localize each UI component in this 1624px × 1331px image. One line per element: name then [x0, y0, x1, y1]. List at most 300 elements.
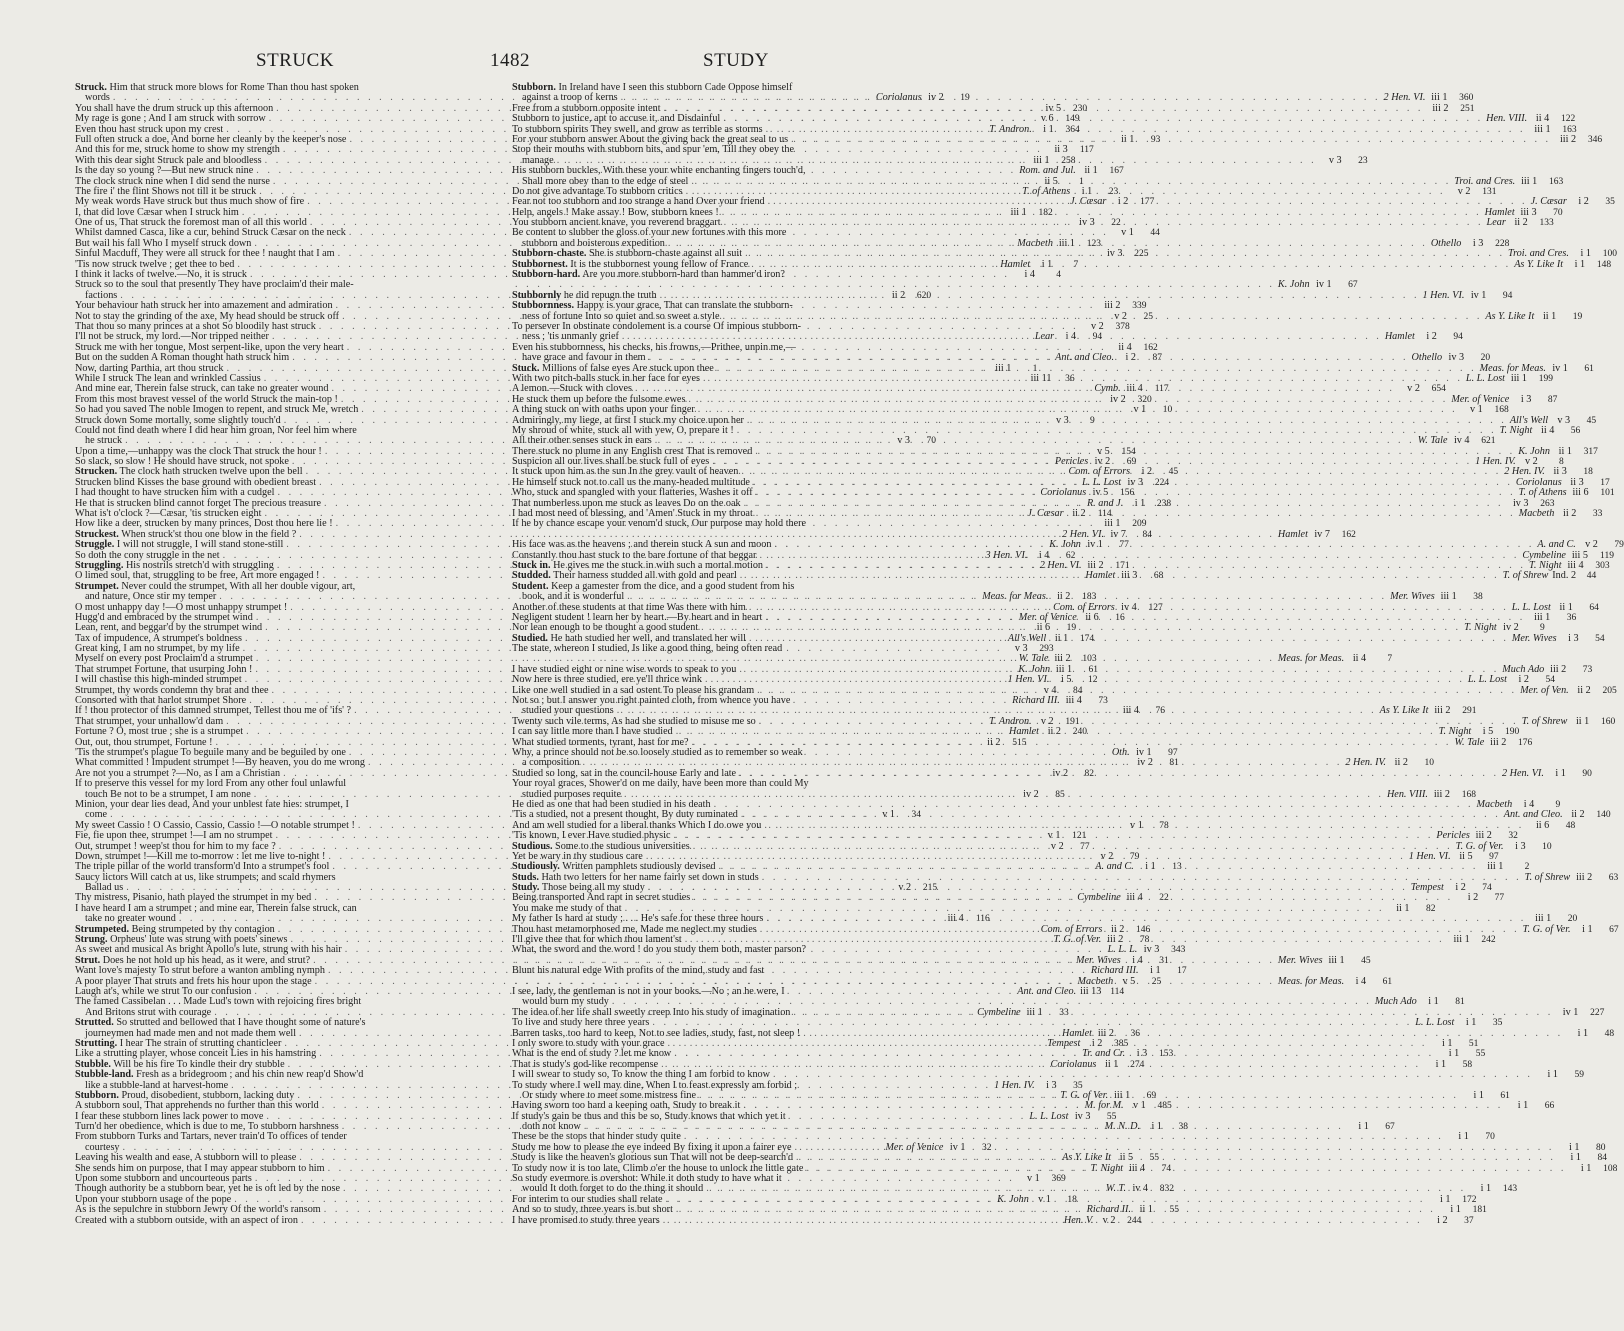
quotation-body: Why, a prince should not be so loosely studied as to remember so weak — [512, 747, 803, 758]
quotation-body: Twenty such vile terms, As had she studied to misuse me so — [512, 715, 756, 727]
act-scene: iv 1 — [1470, 289, 1487, 301]
line-number: 168 — [1461, 789, 1476, 800]
quotation-body: Hath two letters for her name fairly set down in studs — [541, 871, 759, 883]
quotation-body: Being strumpeted by thy contagion — [131, 923, 275, 935]
act-scene: i 1 — [1582, 923, 1593, 935]
quotation-body: And this for me, struck home to show my strength — [75, 144, 280, 156]
act-scene: iv 4 — [1121, 601, 1137, 613]
act-scene: i 2 — [1426, 331, 1437, 343]
line-number: 70 — [1485, 1132, 1495, 1143]
act-scene: i 1 — [1547, 1069, 1558, 1081]
play-reference: W. T. — [1105, 1183, 1127, 1195]
act-scene: i 3 — [1046, 1079, 1057, 1091]
line-number: 167 — [1109, 166, 1124, 177]
act-scene: iv 5 — [1045, 102, 1062, 114]
act-scene: iv 3 — [1512, 497, 1529, 509]
line-number: 48 — [1565, 820, 1576, 831]
line-number: 117 — [1079, 145, 1094, 156]
line-number: 114 — [1097, 509, 1112, 520]
quotation-body: That strumpet Fortune, that usurping John ! — [75, 663, 253, 675]
line-number: 181 — [1472, 1205, 1487, 1216]
quotation-body: he did repugn the truth — [563, 289, 657, 301]
line-number: 87 — [1152, 353, 1162, 364]
line-number: 84 — [1072, 685, 1083, 696]
quotation-body: To persever In obstinate condolement is a course Of impious stubborn- — [512, 320, 801, 332]
line-number: 55 — [1106, 1111, 1117, 1122]
quotation-body: So slack, so slow ! He should have struck, not spoke — [75, 456, 289, 468]
quotation-body: I will swear to study so, To know the thing I am forbid to know — [512, 1069, 771, 1081]
line-number: 61 — [1500, 1090, 1510, 1101]
play-reference: L. L. Lost — [1467, 674, 1507, 686]
act-scene: iii 3 — [1121, 570, 1138, 582]
line-number: 36 — [1130, 1028, 1140, 1039]
line-number: 133 — [1539, 218, 1554, 229]
line-number: 149 — [1065, 114, 1080, 125]
act-scene: iv 1 — [1562, 1006, 1579, 1018]
quotation-body: He gives me the stuck in with such a mortal motion — [553, 559, 764, 571]
quotation-body: What, the sword and the word ! do you study them both, master parson? — [512, 944, 806, 956]
act-scene: v 3 — [1557, 414, 1571, 426]
quotation-body: With this dear sight Struck pale and bloodless — [75, 154, 262, 166]
line-number: 19 — [960, 93, 970, 104]
leader-dots — [646, 353, 1412, 363]
act-scene: iii 2 — [1434, 705, 1451, 717]
quotation-body: From this most bravest vessel of the world Struck the main-top ! — [75, 393, 338, 405]
play-reference: As Y. Like It — [1485, 310, 1535, 322]
quotation-body: Or study where to meet some mistress fine — [522, 1089, 696, 1101]
line-number: 22 — [1111, 218, 1121, 229]
line-number: 20 — [1567, 914, 1578, 925]
line-number: 36 — [1566, 612, 1577, 623]
act-scene: iii 2 — [1490, 736, 1507, 748]
play-reference: 2 Hen. VI. — [1383, 92, 1426, 104]
line-number: 85 — [1055, 789, 1065, 800]
quotation-body: And am well studied for a liberal thanks Which I do owe you — [512, 819, 762, 831]
headword: Stubborn. — [75, 1089, 119, 1101]
line-number: 205 — [1602, 685, 1617, 696]
play-reference: T. of Athens — [1518, 487, 1567, 499]
quotation-body: The state, whereon I studied, Is like a good thing, being often read — [512, 643, 783, 655]
act-scene: iii 1 — [1104, 518, 1121, 530]
line-number: 33 — [1059, 1007, 1069, 1018]
quotation-body: against a troop of kerns — [522, 92, 618, 104]
line-number: 34 — [911, 810, 921, 821]
quotation-body: I can say little more than I have studied — [512, 726, 673, 738]
line-number: 61 — [1382, 976, 1393, 987]
headword: Struck. — [75, 82, 107, 93]
quotation-body: A thing stuck on with oaths upon your finger — [512, 404, 695, 416]
play-reference: Cymbeline — [977, 1006, 1021, 1018]
act-scene: iii 2 — [1432, 102, 1449, 114]
line-number: 23 — [1358, 155, 1368, 166]
line-number: 620 — [916, 290, 932, 301]
play-reference: Pericles — [1054, 456, 1089, 468]
headword: Stubble-land. — [75, 1069, 134, 1081]
act-scene: iii 1 — [995, 362, 1012, 374]
act-scene: iii 2 — [1107, 934, 1124, 946]
act-scene: ii 1 — [1542, 310, 1557, 322]
line-number: 10 — [1424, 758, 1434, 769]
act-scene: i 2 — [1518, 674, 1529, 686]
leader-dots — [740, 1101, 1506, 1111]
line-number: 63 — [1608, 872, 1619, 883]
act-scene: iv 7 — [1314, 528, 1330, 540]
act-scene: iii 11 — [1030, 372, 1052, 384]
play-reference: T. of Shrew — [1521, 715, 1568, 727]
act-scene: i 5 — [1482, 726, 1494, 738]
quotation-body: While I struck The lean and wrinkled Cassius — [75, 372, 261, 384]
quotation-body: I have studied eight or nine wise words to speak to you — [512, 663, 737, 675]
line-number: 97 — [1489, 851, 1499, 862]
act-scene: iii 2 — [1087, 559, 1104, 571]
leader-dots — [753, 509, 1519, 519]
line-number: 23 — [1108, 186, 1119, 197]
act-scene: iv 2 — [1023, 788, 1039, 800]
line-number: 621 — [1481, 436, 1496, 447]
leader-dots — [736, 769, 1502, 779]
quotation-body: Whilst damned Casca, like a cur, behind Struck Cæsar on the neck — [75, 227, 346, 239]
headword: Stubborn-hard. — [512, 269, 581, 281]
quotation-body: Fie, fie upon thee, strumpet !—I am no strumpet — [75, 830, 273, 842]
play-reference: Meas. for Meas. — [1277, 653, 1345, 665]
line-number: 174 — [1079, 633, 1095, 644]
quotation-body: doth not know — [522, 1121, 581, 1133]
act-scene: ii 2 — [1047, 726, 1061, 738]
act-scene: iii 3 — [1520, 206, 1537, 218]
play-reference: Hen. V. — [1063, 1214, 1094, 1226]
quotation-body: Turn'd her obedience, which is due to me, To stubborn harshness — [75, 1121, 339, 1133]
play-reference: T. G. of Ver. — [1053, 934, 1102, 946]
play-reference: K. John — [1277, 279, 1310, 291]
act-scene: iv 2 — [1137, 757, 1153, 769]
line-number: 227 — [1590, 1007, 1605, 1018]
quotation-body: And so to study, three years is but short — [512, 1204, 673, 1216]
quotation-body: would It doth forget to do the thing it should — [522, 1183, 704, 1195]
act-scene: i 3 — [1515, 840, 1526, 852]
play-reference: Troi. and Cres. — [1454, 175, 1516, 187]
act-scene: v 6 — [1040, 113, 1054, 125]
leader-dots — [689, 738, 1455, 748]
quotation-body: What is't o'clock ?—Cæsar, 'tis strucken eight — [75, 508, 262, 520]
quotation-body: The idea of her life shall sweetly creep Into his study of imagination — [512, 1006, 791, 1018]
line-number: 18 — [1583, 467, 1593, 478]
act-scene: i 4 — [1065, 331, 1077, 343]
act-scene: iv 2 — [1094, 456, 1111, 468]
play-reference: T. Night — [1090, 1162, 1124, 1174]
quotation-body: For interim to our studies shall relate — [512, 1193, 663, 1205]
quotation-body: Him that struck more blows for Rome Than thou hast spoken — [109, 82, 359, 93]
act-scene: ii 4 — [1118, 341, 1132, 353]
line-number: 183 — [1082, 592, 1097, 603]
line-number: 163 — [1562, 124, 1577, 135]
line-number: 485 — [1157, 1101, 1172, 1112]
quotation-body: Down, strumpet !—Kill me to-morrow : let me live to-night ! — [75, 850, 326, 862]
line-number: 45 — [1168, 467, 1179, 478]
play-reference: L. L. Lost — [1081, 476, 1122, 488]
quotation-body: So doth the cony struggle in the net — [75, 549, 220, 561]
quotation-body: 'Tis a studied, not a present thought, By duty ruminated — [512, 809, 738, 821]
line-number: 13 — [1172, 862, 1182, 873]
line-number: 1 — [1079, 176, 1084, 187]
line-number: 32 — [1508, 831, 1518, 842]
line-number: 37 — [1464, 1215, 1474, 1226]
line-number: 64 — [1589, 602, 1599, 613]
quotation-body: He himself stuck not to call us the many-headed multitude — [512, 476, 750, 488]
play-reference: Hamlet — [1277, 528, 1308, 540]
line-number: 242 — [1481, 935, 1496, 946]
line-number: 66 — [1544, 1101, 1555, 1112]
play-reference: W. Tale — [1018, 653, 1049, 665]
quotation-body: Upon some stubborn and uncourteous parts — [75, 1173, 252, 1185]
play-reference: Ant. and Cleo. — [1055, 352, 1114, 364]
act-scene: iii 1 — [1431, 92, 1448, 104]
quotation-body: come — [85, 809, 108, 821]
headword: Studs. — [512, 871, 539, 883]
play-reference: K. John — [1518, 445, 1550, 457]
quotation-body: Thou hast metamorphosed me, Made me neglect my studies — [512, 923, 757, 935]
quotation-body: And Britons strut with courage — [85, 1006, 212, 1018]
act-scene: v 1 — [1121, 227, 1134, 239]
act-scene: ii 2 — [1577, 684, 1591, 696]
act-scene: v 5 — [1097, 445, 1110, 457]
quotation-body: For your stubborn answer About the giving back the great seal to us — [512, 133, 789, 145]
quotation-body: If study's gain be thus and this be so, Study knows that which yet it — [512, 1110, 786, 1122]
act-scene: iii 4 — [947, 913, 964, 925]
act-scene: v 1 — [1047, 830, 1061, 842]
line-number: 16 — [1115, 612, 1125, 623]
line-number: 10 — [1162, 405, 1173, 416]
quotation-body: Orpheus' lute was strung with poets' sinews — [110, 934, 288, 946]
play-reference: A. and C. — [1537, 539, 1576, 551]
act-scene: iii 1 — [1328, 954, 1345, 966]
quotation-body: 'Tis known, I ever Have studied physic — [512, 830, 671, 842]
act-scene: iii 4 — [1129, 1162, 1146, 1174]
line-number: 127 — [1148, 602, 1163, 613]
act-scene: ii 1 — [1575, 715, 1590, 727]
line-number: 209 — [1132, 519, 1147, 530]
play-reference: Hamlet — [1085, 570, 1116, 582]
quotation-body: Want love's majesty To strut before a wanton ambling nymph — [75, 965, 325, 977]
play-reference: Tempest — [1410, 882, 1444, 894]
act-scene: i 1 — [1081, 185, 1093, 197]
act-scene: ii 4 — [1352, 653, 1367, 665]
act-scene: v 1 — [882, 809, 895, 821]
quotation-body: Is the day so young ?—But new struck nine — [75, 165, 254, 177]
line-number: 385 — [1114, 1038, 1129, 1049]
play-reference: 2 Hen. VI. — [1039, 559, 1082, 571]
quotation-body: He stuck them up before the fulsome ewes — [512, 393, 686, 405]
act-scene: iii 2 — [1550, 663, 1567, 675]
quotation-body: Out, out, thou strumpet, Fortune ! — [75, 736, 213, 748]
quotation-body: A lemon.—Stuck with cloves — [512, 383, 632, 395]
quotation-body: Your behaviour hath struck her into amazement and admiration — [75, 300, 333, 312]
act-scene: iv 4 — [1132, 1183, 1149, 1195]
act-scene: ii 2 — [1563, 508, 1577, 520]
act-scene: iii 1 — [1534, 611, 1551, 623]
leader-dots — [719, 312, 1485, 322]
act-scene: i 2 — [1467, 892, 1479, 904]
play-reference: Macbeth — [1518, 508, 1555, 520]
line-number: 7 — [1387, 654, 1393, 665]
headword: Strutting. — [75, 1037, 118, 1049]
play-reference: Othello — [1430, 237, 1462, 249]
line-number: 378 — [1115, 321, 1130, 332]
quotation-body: Constantly thou hast stuck to the bare fortune of that beggar — [512, 549, 757, 561]
line-number: 19 — [1066, 623, 1077, 634]
play-reference: Mer. of Venice — [885, 1141, 944, 1153]
line-number: 25 — [1143, 311, 1153, 322]
act-scene: iv 1 — [1087, 539, 1103, 551]
line-number: 244 — [1127, 1215, 1142, 1226]
line-number: 2 — [1524, 862, 1530, 873]
quotation-body: You stubborn ancient knave, you reverend braggart — [512, 217, 721, 229]
act-scene: ii 4 — [1540, 424, 1555, 436]
play-reference: L. L. L. — [1107, 944, 1138, 956]
line-number: 320 — [1137, 394, 1152, 405]
quotation-body: Now here is three studied, ere ye'll thrice wink — [512, 674, 702, 686]
line-number: 58 — [1462, 1059, 1473, 1070]
line-number: 79 — [1614, 540, 1624, 551]
play-reference: T. G. of Ver. — [1060, 1089, 1109, 1101]
play-reference: 1 Hen. IV. — [994, 1079, 1035, 1091]
quotation-body: Who, stuck and spangled with your flatteries, Washes it off — [512, 487, 753, 499]
line-number: 38 — [1473, 592, 1483, 603]
line-number: 61 — [1088, 664, 1099, 675]
act-scene: ii 1 — [1139, 1204, 1153, 1216]
quotation-body: That numberless upon me stuck as leaves Do on the oak — [512, 497, 741, 509]
line-number: 59 — [1574, 1070, 1584, 1081]
leader-dots — [754, 686, 1520, 696]
quotation-body: He hath studied her well, and translated her will — [550, 632, 746, 644]
quotation-body: Their harness studded all with gold and pearl — [553, 570, 737, 582]
line-number: 146 — [1136, 924, 1151, 935]
headword: Strung. — [75, 934, 108, 946]
quotation-body: O most unhappy day !—O most unhappy strumpet ! — [75, 601, 288, 613]
play-reference: W. Tale — [1417, 435, 1448, 447]
act-scene: i 1 — [1555, 767, 1566, 779]
play-reference: J. Cæsar — [1027, 508, 1064, 520]
act-scene: iii 1 — [1026, 1006, 1043, 1018]
quotation-body: Will be his fire To kindle their dry stubble — [113, 1058, 285, 1070]
line-number: 35 — [1492, 1018, 1503, 1029]
act-scene: v 2 — [1050, 840, 1064, 852]
act-scene: ii 2 — [1110, 923, 1125, 935]
play-reference: Tempest — [1047, 1037, 1081, 1049]
play-reference: L. L. Lost — [1465, 372, 1505, 384]
act-scene: iii 1 — [1487, 861, 1504, 873]
play-reference: Ant. and Cleo. — [1017, 985, 1077, 997]
play-reference: Coriolanus — [875, 92, 922, 104]
line-number: 31 — [1159, 955, 1169, 966]
act-scene: iii 1 — [1440, 591, 1457, 603]
act-scene: v 1 — [1133, 404, 1147, 416]
headword: Strucken. — [75, 466, 118, 478]
play-reference: Hamlet — [1009, 726, 1039, 738]
line-number: 77 — [1119, 540, 1129, 551]
play-reference: Meas. for Meas. — [982, 591, 1049, 603]
quotation-body: Millions of false eyes Are stuck upon thee — [542, 362, 714, 374]
act-scene: i 2 — [1091, 1037, 1103, 1049]
quotation-body: I see, lady, the gentleman is not in your books.—No ; an he were, I — [512, 985, 785, 997]
line-number: 199 — [1538, 373, 1553, 384]
play-reference: Pericles — [1436, 830, 1470, 842]
leader-dots — [748, 260, 1514, 270]
play-reference: Macbeth — [1077, 975, 1114, 987]
headword: Strumpeted. — [75, 923, 130, 935]
line-number: 93 — [1150, 134, 1161, 145]
act-scene: iii 1 — [1521, 175, 1538, 187]
play-reference: M. N. D. — [1104, 1121, 1140, 1133]
quotation-body: Fear not too stubborn and too strange a hand Over your friend — [512, 196, 765, 208]
quotation-body: All their other senses stuck in ears — [512, 435, 652, 447]
play-reference: Coriolanus — [1515, 476, 1562, 488]
line-number: 101 — [1600, 488, 1615, 499]
quotation-body: Ballad us — [85, 882, 124, 894]
line-number: 162 — [1341, 529, 1356, 540]
play-reference: As Y. Like It — [1062, 1152, 1112, 1164]
play-reference: M. for M. — [1084, 1100, 1124, 1112]
quotation-body: I, that did love Cæsar when I struck him — [75, 206, 239, 218]
quotation-body: One of us, That struck the foremost man of all this world — [75, 217, 307, 229]
act-scene: ii 5 — [1044, 175, 1058, 187]
headword: Stubborn-chaste. — [512, 248, 587, 260]
quotation-body: Never could the strumpet, With all her double vigour, art, — [121, 580, 356, 592]
quotation-body: I think it lacks of twelve.—No, it is struck — [75, 269, 248, 281]
play-reference: Coriolanus — [1040, 487, 1087, 499]
act-scene: i 1 — [1150, 965, 1161, 977]
line-number: 121 — [1072, 831, 1087, 842]
act-scene: iii 1 — [1534, 123, 1551, 135]
quotation-body: I hear The strain of strutting chanticleer — [119, 1037, 282, 1049]
act-scene: iii 1 — [1058, 237, 1075, 249]
quotation-body: would burn my study — [522, 996, 609, 1008]
quotation-body: Are not you a strumpet ?—No, as I am a Christian — [75, 767, 281, 779]
quotation-body: journeymen had made men and not made them well — [85, 1027, 297, 1039]
act-scene: ii 1 — [1558, 445, 1572, 457]
play-reference: Ant. and Cleo. — [1503, 809, 1563, 821]
play-reference: Mer. Wives — [1277, 954, 1323, 966]
act-scene: ii 1 — [1105, 1058, 1119, 1070]
quotation-body: Blunt his natural edge With profits of the mind, study and fast — [512, 965, 765, 977]
headword: Stubbornly — [512, 289, 562, 301]
page-number: 1482 — [490, 50, 530, 71]
line-number: 343 — [1171, 945, 1186, 956]
act-scene: iv 3 — [1079, 217, 1095, 229]
quotation-body: What studied torments, tyrant, hast for me? — [512, 736, 689, 748]
act-scene: ii 6 — [1535, 819, 1550, 831]
play-reference: W. Tale — [1454, 736, 1485, 748]
quotation-body: Another of these students at that time Was there with him — [512, 601, 746, 613]
headword: Struggle. — [75, 539, 115, 551]
play-reference: Hamlet — [1000, 258, 1031, 270]
act-scene: iii 1 — [1114, 1089, 1131, 1101]
quotation-body: The clock hath strucken twelve upon the bell — [119, 466, 303, 478]
line-number: 303 — [1595, 560, 1610, 571]
act-scene: i 1 — [1480, 1183, 1492, 1195]
act-scene: i 5 — [1060, 674, 1072, 686]
quotation-body: Full often struck a doe, And borne her cleanly by the keeper's nose — [75, 133, 347, 145]
line-number: 48 — [1604, 1028, 1615, 1039]
act-scene: iv 2 — [1110, 393, 1126, 405]
act-scene: i 3 — [1520, 393, 1532, 405]
act-scene: iv 1 — [1316, 279, 1332, 291]
line-number: 17 — [1177, 966, 1187, 977]
act-scene: iv 3 — [1143, 944, 1160, 956]
quotation-body: Yet be wary in thy studious care — [512, 850, 643, 862]
line-number: 70 — [1553, 207, 1563, 218]
line-number: 82 — [1084, 768, 1095, 779]
act-scene: i 1 — [1151, 1121, 1162, 1133]
